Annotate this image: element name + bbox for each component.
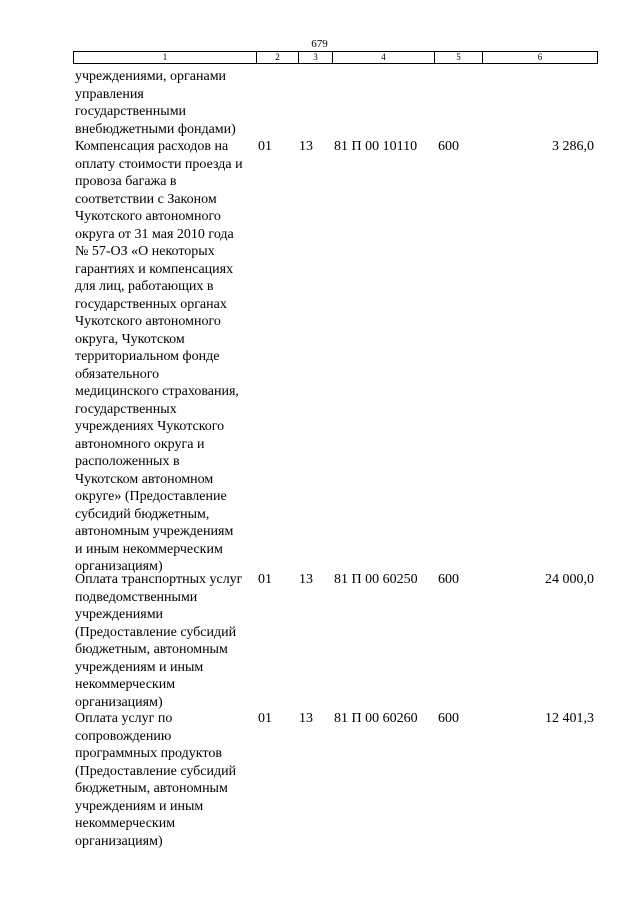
row-section-code: 01	[258, 711, 272, 726]
page-number: 679	[311, 38, 328, 50]
row-amount: 24 000,0	[545, 572, 594, 587]
row-expense-type-code: 600	[438, 572, 459, 587]
column-header-3: 3	[299, 52, 333, 64]
row-section-code: 01	[258, 572, 272, 587]
row-name: Оплата транспортных услуг подведомственными учреждениями (Предоставление субсидий бюджетным, автономным учреждениям и иным некоммерческим организациям)	[75, 572, 243, 710]
column-header-row	[74, 52, 598, 64]
row-target-item-code: 81 П 00 10110	[334, 139, 418, 154]
row-name: Компенсация расходов на оплату стоимости проезда и провоза багажа в соответствии с Законом Чукотского автономного округа от 31 мая 2010 года № 57-ОЗ «О некоторых гарантиях и компенсациях для лиц, работающих в государственных органах Чукотского автономного округа, Чукотском территориальном фонде обязательного медицинского страхования, государственных учреждениях Чукотского автономного округа и расположенных в Чукотском автономном округе» (Предоставление субсидий бюджетным, автономным учреждениям и иным некоммерческим организациям)	[75, 139, 243, 574]
row-subsection-code: 13	[299, 711, 313, 726]
row-subsection-code: 13	[299, 139, 313, 154]
row-expense-type-code: 600	[438, 139, 459, 154]
row-expense-type-code: 600	[438, 711, 459, 726]
row-target-item-code: 81 П 00 60250	[334, 572, 418, 587]
column-header-4: 4	[333, 52, 435, 64]
row-section-code: 01	[258, 139, 272, 154]
column-header-2: 2	[257, 52, 299, 64]
column-header-6: 6	[483, 52, 598, 64]
row-amount: 3 286,0	[552, 139, 594, 154]
row-target-item-code: 81 П 00 60260	[334, 711, 418, 726]
column-header-1: 1	[74, 52, 257, 64]
column-header-table	[73, 51, 598, 64]
row-name: учреждениями, органами управления государственными внебюджетными фондами)	[75, 69, 236, 137]
row-subsection-code: 13	[299, 572, 313, 587]
row-amount: 12 401,3	[545, 711, 594, 726]
row-name: Оплата услуг по сопровождению программных продуктов (Предоставление субсидий бюджетным, автономным учреждениям и иным некоммерческим организациям)	[75, 711, 237, 849]
column-header-5: 5	[435, 52, 483, 64]
